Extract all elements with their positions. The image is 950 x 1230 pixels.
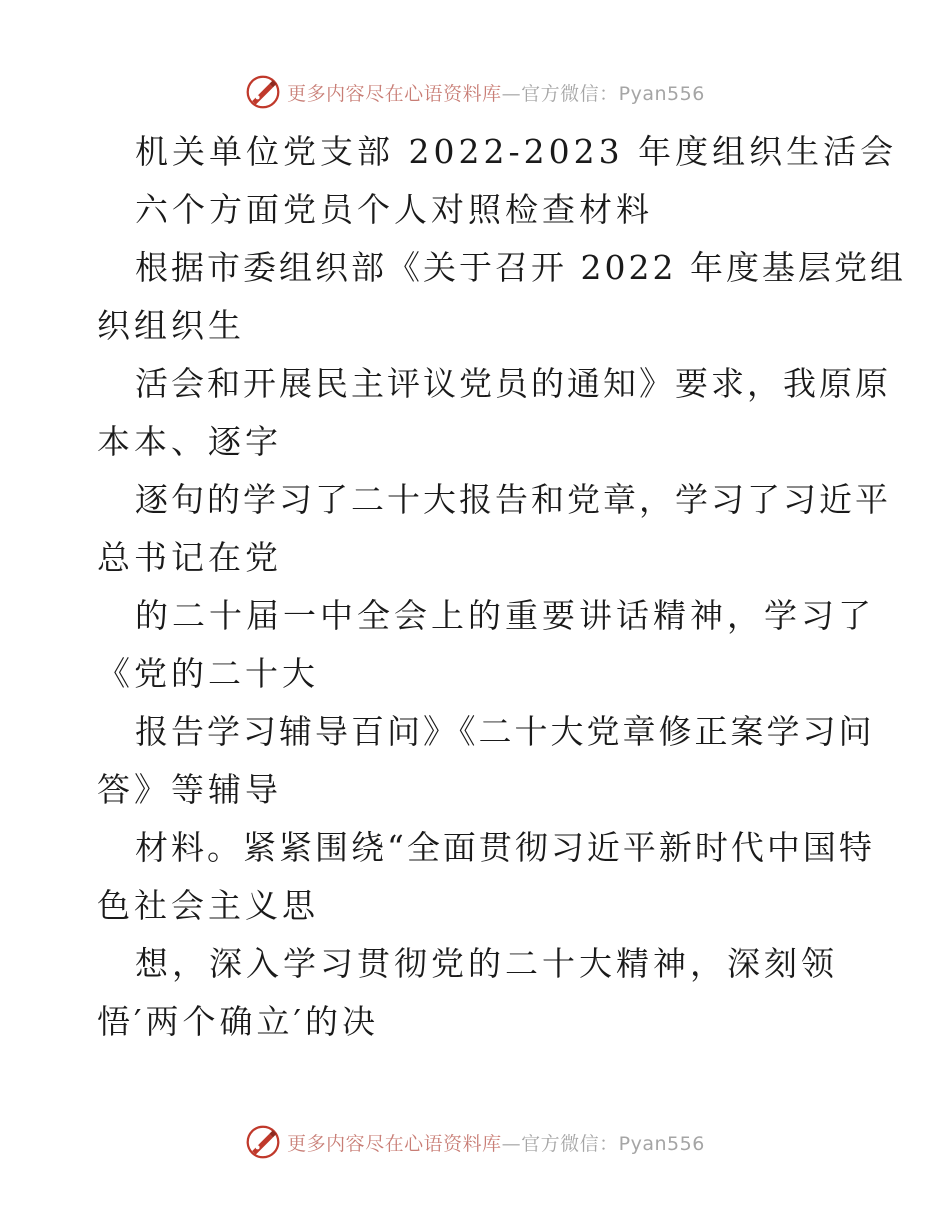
- header-watermark: [0, 74, 950, 110]
- watermark-official: 官方微信：Pyan556: [521, 82, 705, 105]
- watermark-brand: 更多内容尽在心语资料库: [287, 82, 502, 105]
- paragraph-line: 想，深入学习贯彻党的二十大精神，深刻领: [135, 944, 838, 983]
- watermark-text: [287, 1129, 705, 1156]
- pen-seal-icon: [245, 74, 281, 110]
- paragraph-line: 《党的二十大: [97, 654, 319, 693]
- watermark-text: [287, 79, 705, 106]
- document-title-line-1: 机关单位党支部 2022-2023 年度组织生活会: [135, 132, 898, 171]
- document-title-line-2: 六个方面党员个人对照检查材料: [135, 190, 653, 229]
- paragraph-line: 本本、逐字: [97, 422, 282, 461]
- watermark-separator: —: [501, 1132, 522, 1155]
- paragraph-line: 色社会主义思: [97, 886, 319, 925]
- paragraph-line: 报告学习辅导百问》《二十大党章修正案学习问: [135, 712, 875, 751]
- watermark-official: 官方微信：Pyan556: [521, 1132, 705, 1155]
- paragraph-line: 总书记在党: [97, 538, 282, 577]
- paragraph-line: 答》等辅导: [97, 770, 282, 809]
- paragraph-line: 逐句的学习了二十大报告和党章，学习了习近平: [135, 480, 891, 519]
- paragraph-line: 织组织生: [97, 306, 245, 345]
- paragraph-line: 悟′两个确立′的决: [97, 1002, 379, 1041]
- document-body: [97, 123, 906, 1051]
- pen-seal-icon: [245, 1124, 281, 1160]
- paragraph-line: 根据市委组织部《关于召开 2022 年度基层党组: [135, 248, 906, 287]
- paragraph-line: 的二十届一中全会上的重要讲话精神，学习了: [135, 596, 875, 635]
- footer-watermark: [0, 1124, 950, 1160]
- paragraph-line: 材料。紧紧围绕“全面贯彻习近平新时代中国特: [135, 828, 875, 867]
- watermark-separator: —: [501, 82, 522, 105]
- paragraph-line: 活会和开展民主评议党员的通知》要求，我原原: [135, 364, 891, 403]
- watermark-brand: 更多内容尽在心语资料库: [287, 1132, 502, 1155]
